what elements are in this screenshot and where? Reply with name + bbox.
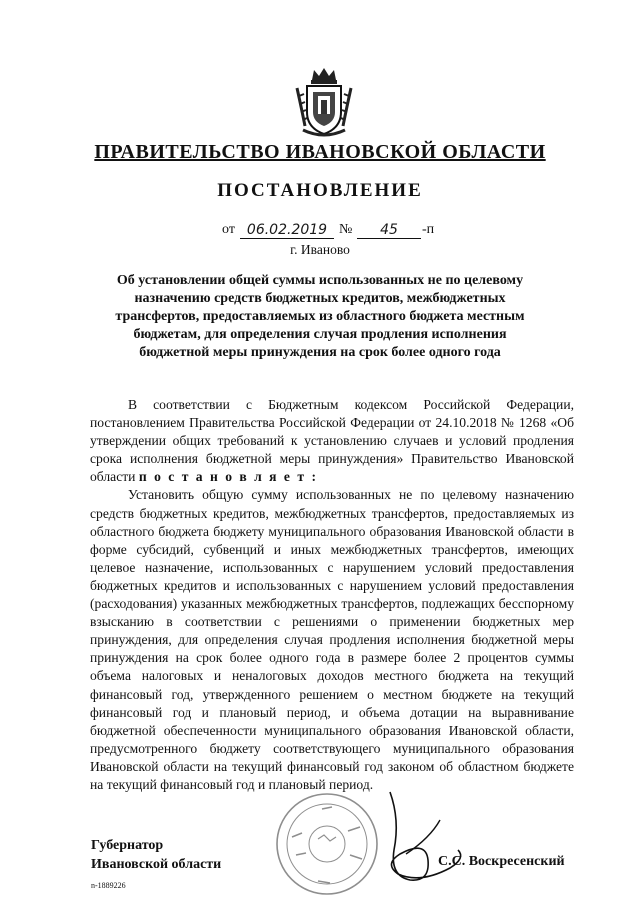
- body-paragraph: Установить общую сумму использованных не по целевому назначению средств бюджетных кредитов, межбюджетных трансфертов, предоставляемых из областного бюджета бюджету муниципального образования Ивановской области в форме субсидий, субвенций и иных межбюджетных трансфертов, имеющих целевое назначение, использованных с нарушением условий предоставления бюджетных кредитов и использованных с нарушением условий предоставления (расходования) указанных межбюджетных трансфертов, подлежащих бесспорному взысканию в соответствии с решениями о применении бюджетных мер принуждения, для определения случая продления исполнения бюджетной меры принуждения на срок более одного года в размере более 2 процентов суммы объема налоговых и неналоговых доходов местного бюджета на текущий финансовый год, утвержденного решением о местном бюджете на текущий финансовый год и плановый период, и объема дотации на выравнивание бюджетной обеспеченности муниципального образования Ивановской области, предусмотренного бюджету соответствующего муниципального образования Ивановской области на текущий финансовый год законом об областном бюджете на текущий финансовый год и плановый период.: [90, 487, 574, 792]
- subject-line: бюджетам, для определения случая продления исполнения: [133, 327, 507, 342]
- subject-line: Об установлении общей суммы использованных не по целевому: [116, 273, 524, 288]
- document-code: n-1889226: [91, 881, 126, 890]
- decree-word: п о с т а н о в л я е т :: [138, 469, 318, 485]
- subject-line: бюджетной меры принуждения на срок более одного года: [139, 345, 501, 360]
- number-prefix: №: [339, 222, 353, 237]
- date-prefix: от: [222, 222, 235, 237]
- document-body: [90, 396, 574, 794]
- document-subject: [100, 272, 540, 362]
- number-suffix: -п: [422, 222, 435, 237]
- official-stamp-icon: [272, 789, 382, 899]
- document-number: 45: [357, 222, 421, 239]
- signatory-name: С.С. Воскресенский: [438, 854, 565, 869]
- government-title: ПРАВИТЕЛЬСТВО ИВАНОВСКОЙ ОБЛАСТИ: [94, 141, 546, 163]
- coat-of-arms-icon: [293, 66, 355, 138]
- document-date: 06.02.2019: [240, 222, 334, 239]
- body-paragraph: [90, 396, 574, 486]
- date-number-row: [0, 222, 640, 242]
- subject-line: трансфертов, предоставляемых из областного бюджета местным: [115, 309, 525, 324]
- paragraph-text: В соответствии с Бюджетным кодексом Российской Федерации, постановлением Правительства Российской Федерации от 24.10.2018 № 1268 «Об утверждении общих требований к установлению случаев и условий продления срока исполнения бюджетной меры принуждения» Правительство Ивановской области: [90, 397, 574, 485]
- signatory-title: [91, 836, 221, 874]
- signatory-title-line: Губернатор: [91, 838, 164, 853]
- document-type: ПОСТАНОВЛЕНИЕ: [217, 180, 423, 201]
- subject-line: назначению средств бюджетных кредитов, межбюджетных: [134, 291, 506, 306]
- signatory-title-line: Ивановской области: [91, 857, 222, 872]
- handwritten-signature-icon: [370, 780, 480, 890]
- city: г. Иваново: [290, 242, 350, 257]
